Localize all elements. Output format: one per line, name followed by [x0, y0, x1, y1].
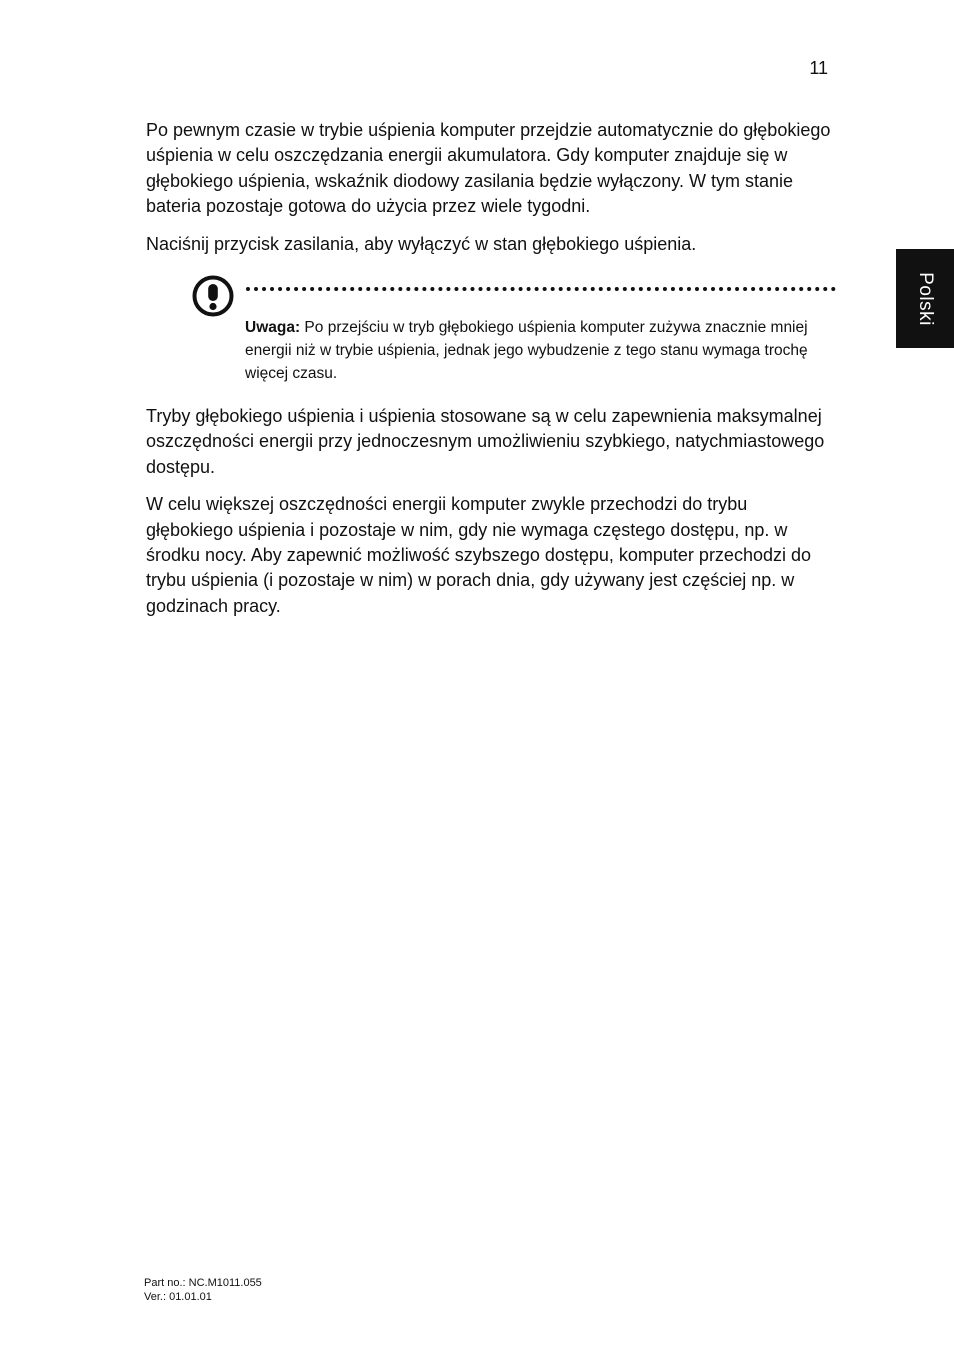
paragraph-power-button: Naciśnij przycisk zasilania, aby wyłączyć w stan głębokiego uśpienia.	[146, 233, 697, 254]
note-label: Uwaga:	[245, 319, 301, 337]
note-body: Po przejściu w tryb głębokiego uśpienia komputer zużywa znacznie mniej energii niż w trybie uśpienia, jednak jego wybudzenie z tego stanu wymaga trochę więcej czasu.	[245, 319, 808, 383]
footer-part-number: Part no.: NC.M1011.055	[144, 1277, 262, 1289]
footer	[144, 1277, 262, 1304]
language-tab-label: Polski	[915, 271, 936, 326]
exclamation-circle-icon	[191, 274, 235, 318]
note-text	[245, 316, 820, 385]
page-content	[146, 118, 836, 619]
paragraph-hibernation-auto: Po pewnym czasie w trybie uśpienia komputer przejdzie automatycznie do głębokiego uśpienia w celu oszczędzania energii akumulatora. Gdy komputer znajduje się w głębokiego uśpienia, wskaźnik diodowy zasilania będzie wyłączony. W tym stanie bateria pozostaje gotowa do użycia przez wiele tygodni.	[146, 120, 831, 217]
note-block	[146, 274, 836, 392]
language-tab	[896, 249, 954, 348]
paragraph-energy-saving: W celu większej oszczędności energii komputer zwykle przechodzi do trybu głębokiego uśpienia i pozostaje w nim, gdy nie wymaga częstego dostępu, np. w środku nocy. Aby zapewnić możliwość szybszego dostępu, komputer przechodzi do trybu uśpienia (i pozostaje w nim) w porach dnia, gdy używany jest częściej np. w godzinach pracy.	[146, 494, 811, 616]
footer-version: Ver.: 01.01.01	[144, 1290, 212, 1303]
paragraph-modes-purpose: Tryby głębokiego uśpienia i uśpienia stosowane są w celu zapewnienia maksymalnej oszczędności energii przy jednoczesnym umożliwieniu szybkiego, natychmiastowego dostępu.	[146, 406, 825, 477]
page-number: 11	[809, 58, 828, 78]
note-divider	[246, 287, 836, 291]
